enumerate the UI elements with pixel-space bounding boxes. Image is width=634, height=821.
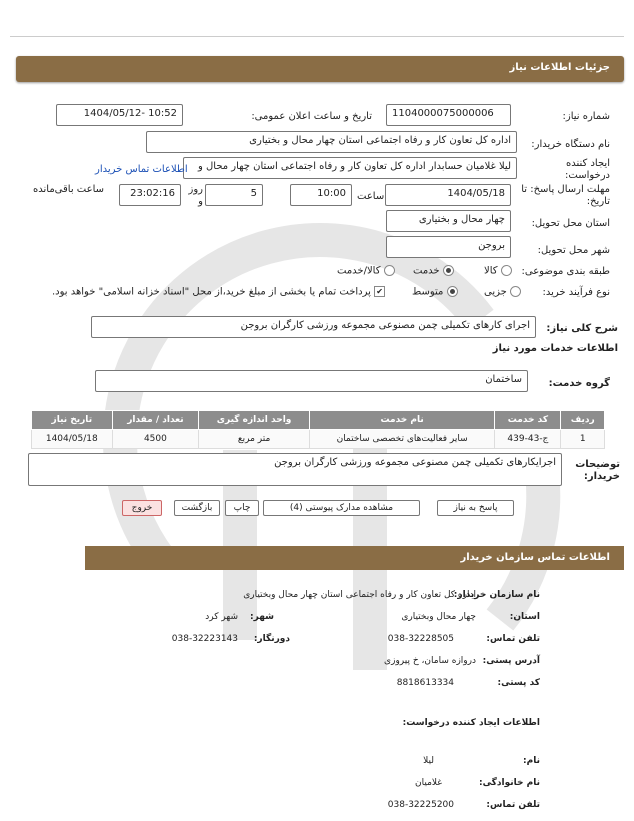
announce-datetime-field[interactable]: 1404/05/12- 10:52 bbox=[56, 104, 183, 126]
radio-service[interactable] bbox=[443, 265, 454, 276]
cell-name: سایر فعالیت‌های تخصصی ساختمان bbox=[309, 430, 494, 449]
cell-date: 1404/05/18 bbox=[32, 430, 113, 449]
services-title: اطلاعات خدمات مورد نیاز bbox=[492, 343, 618, 354]
attachments-button[interactable]: مشاهده مدارک پیوستی (4) bbox=[263, 500, 420, 516]
process-label: نوع فرآیند خرید: bbox=[542, 287, 610, 298]
back-button[interactable]: بازگشت bbox=[174, 500, 220, 516]
col-row: ردیف bbox=[561, 411, 605, 430]
category-option-both[interactable]: کالا/خدمت bbox=[337, 265, 395, 277]
fax-value: 038-32223143 bbox=[171, 634, 238, 644]
creator-title: اطلاعات ایجاد کننده درخواست: bbox=[402, 718, 540, 728]
fax-label: دورنگار: bbox=[253, 634, 290, 644]
general-desc-field[interactable]: اجرای کارهای تکمیلی چمن مصنوعی مجموعه ورزشی کارگران بروجن bbox=[91, 316, 536, 338]
page-header bbox=[16, 56, 624, 82]
creator-name-label: نام: bbox=[523, 756, 540, 766]
category-option-goods[interactable]: کالا bbox=[484, 265, 512, 277]
radio-medium[interactable] bbox=[447, 286, 458, 297]
buyer-org-field[interactable]: اداره کل تعاون کار و رفاه اجتماعی استان چهار محال و بختیاری bbox=[146, 131, 517, 153]
days-label: روز و bbox=[188, 184, 203, 207]
category-option-service[interactable]: خدمت bbox=[413, 265, 454, 277]
service-group-label: گروه خدمت: bbox=[548, 378, 610, 389]
table-header-row bbox=[32, 411, 605, 430]
time-remaining-field[interactable]: 23:02:16 bbox=[119, 184, 181, 206]
postal-value: 8818613334 bbox=[396, 678, 454, 688]
org-value: اداره کل تعاون کار و رفاه اجتماعی استان چهار محال وبختیاری bbox=[243, 590, 476, 600]
postal-label: کد پستی: bbox=[497, 678, 540, 688]
col-unit: واحد اندازه گیری bbox=[199, 411, 310, 430]
city-label: شهر محل تحویل: bbox=[537, 245, 610, 256]
province-label: استان محل تحویل: bbox=[531, 218, 610, 229]
requester-field[interactable]: لیلا غلامیان حسابدار اداره کل تعاون کار و رفاه اجتماعی استان چهار محال و bbox=[183, 157, 517, 179]
phone-label: تلفن تماس: bbox=[486, 634, 540, 644]
radio-minor[interactable] bbox=[510, 286, 521, 297]
days-remaining-field[interactable]: 5 bbox=[205, 184, 263, 206]
contact-province-label: استان: bbox=[509, 612, 540, 622]
cell-code: ج-43-439 bbox=[495, 430, 561, 449]
creator-family-label: نام خانوادگی: bbox=[478, 778, 540, 788]
payment-checkbox[interactable]: ✔ bbox=[374, 286, 385, 297]
contact-title: اطلاعات تماس سازمان خریدار bbox=[460, 552, 610, 563]
announce-datetime-label: تاریخ و ساعت اعلان عمومی: bbox=[251, 111, 372, 122]
requester-label: ایجاد کننده درخواست: bbox=[565, 158, 610, 181]
city-field[interactable]: بروجن bbox=[386, 236, 511, 258]
col-date: تاریخ نیاز bbox=[32, 411, 113, 430]
radio-both[interactable] bbox=[384, 265, 395, 276]
category-label: طبقه بندی موضوعی: bbox=[521, 266, 610, 277]
process-option-minor[interactable]: جزیی bbox=[484, 286, 521, 298]
address-label: آدرس پستی: bbox=[482, 656, 540, 666]
col-name: نام خدمت bbox=[309, 411, 494, 430]
cell-qty: 4500 bbox=[112, 430, 199, 449]
general-desc-label: شرح کلی نیاز: bbox=[546, 323, 618, 334]
creator-phone-label: تلفن تماس: bbox=[486, 800, 540, 810]
time-remaining-label: ساعت باقی‌مانده bbox=[33, 184, 105, 195]
buyer-notes-label: توضیحات خریدار: bbox=[575, 459, 620, 482]
cell-row: 1 bbox=[561, 430, 605, 449]
reply-button[interactable]: پاسخ به نیاز bbox=[437, 500, 514, 516]
need-number-label: شماره نیاز: bbox=[562, 111, 610, 122]
print-button[interactable]: چاپ bbox=[225, 500, 259, 516]
buyer-contact-link[interactable]: اطلاعات تماس خریدار bbox=[95, 164, 188, 175]
cell-unit: متر مربع bbox=[199, 430, 310, 449]
contact-city-label: شهر: bbox=[250, 612, 274, 622]
contact-province-value: چهار محال وبختیاری bbox=[401, 612, 476, 622]
deadline-date-field[interactable]: 1404/05/18 bbox=[385, 184, 511, 206]
payment-note: ✔ پرداخت تمام یا بخشی از مبلغ خرید،از محل "اسناد خزانه اسلامی" خواهد بود. bbox=[52, 286, 385, 298]
service-group-field[interactable]: ساختمان bbox=[95, 370, 528, 392]
deadline-time-label: ساعت bbox=[357, 191, 385, 202]
col-qty: تعداد / مقدار bbox=[112, 411, 199, 430]
creator-family-value: غلامیان bbox=[415, 778, 442, 788]
buyer-notes-field[interactable]: اجرایکارهای تکمیلی چمن مصنوعی مجموعه ورزشی کارگران بروجن bbox=[28, 453, 562, 486]
deadline-time-field[interactable]: 10:00 bbox=[290, 184, 352, 206]
table-row[interactable] bbox=[32, 430, 605, 449]
process-option-medium[interactable]: متوسط bbox=[412, 286, 458, 298]
phone-value: 038-32228505 bbox=[387, 634, 454, 644]
need-number-field[interactable]: 1104000075000006 bbox=[386, 104, 511, 126]
page-title: جزئیات اطلاعات نیاز bbox=[509, 62, 610, 73]
buyer-org-label: نام دستگاه خریدار: bbox=[531, 139, 610, 150]
contact-city-value: شهر کرد bbox=[205, 612, 238, 622]
top-divider bbox=[10, 36, 624, 37]
col-code: کد خدمت bbox=[495, 411, 561, 430]
services-table bbox=[31, 410, 605, 449]
org-label: نام سازمان خریدار: bbox=[453, 590, 540, 600]
creator-phone-value: 038-32225200 bbox=[387, 800, 454, 810]
address-value: دروازه سامان، خ پیروزی bbox=[384, 656, 476, 666]
contact-header bbox=[85, 546, 624, 570]
deadline-label: مهلت ارسال پاسخ: تا تاریخ: bbox=[521, 184, 610, 207]
creator-name-value: لیلا bbox=[423, 756, 434, 766]
radio-goods[interactable] bbox=[501, 265, 512, 276]
province-field[interactable]: چهار محال و بختیاری bbox=[386, 210, 511, 232]
exit-button[interactable]: خروج bbox=[122, 500, 162, 516]
